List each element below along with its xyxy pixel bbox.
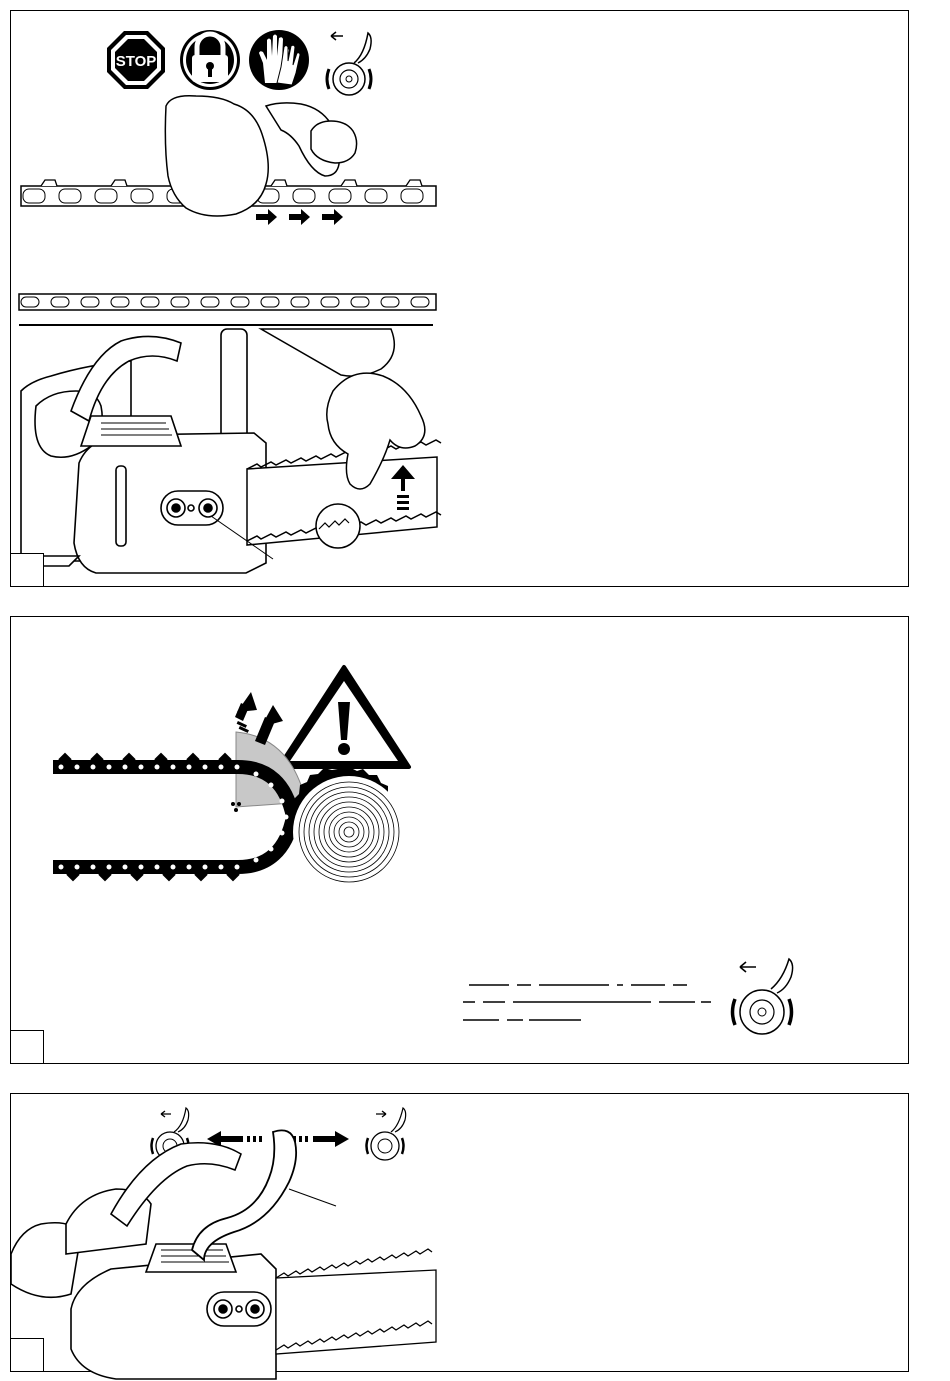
pull-direction-arrows bbox=[256, 209, 343, 225]
gloves-icon bbox=[249, 30, 309, 90]
figure-panel-kickback bbox=[10, 616, 909, 1064]
figure-panel-chain-tension bbox=[10, 10, 909, 587]
chain-brake-illustration bbox=[11, 1094, 451, 1373]
padlock-icon bbox=[180, 30, 240, 90]
chain-brake-released-icon bbox=[367, 1108, 406, 1160]
figure-number-box bbox=[10, 1030, 44, 1064]
legend-text-lines bbox=[463, 985, 711, 1020]
callout-line bbox=[289, 1189, 336, 1206]
chainsaw-side-view bbox=[21, 329, 266, 573]
chain-on-guide-bar bbox=[53, 754, 293, 880]
chain-brake-engaged-icon bbox=[733, 959, 793, 1034]
figure-number-box bbox=[10, 1338, 44, 1372]
stop-sign-label: STOP bbox=[115, 53, 157, 70]
kickback-illustration bbox=[11, 617, 910, 1065]
warning-triangle-icon bbox=[279, 667, 409, 767]
wood-log bbox=[292, 767, 405, 888]
figure-number-box bbox=[10, 553, 44, 587]
chain-brake-disengaged-icon bbox=[327, 32, 371, 95]
stop-sign-icon bbox=[107, 31, 165, 89]
saw-chain-lower bbox=[19, 294, 436, 310]
figure-panel-chain-brake bbox=[10, 1093, 909, 1372]
guide-bar-with-chain bbox=[247, 440, 441, 548]
guide-bar-with-chain bbox=[276, 1249, 436, 1354]
chain-tension-illustration bbox=[11, 11, 451, 588]
chainsaw-side-view bbox=[11, 1143, 276, 1379]
